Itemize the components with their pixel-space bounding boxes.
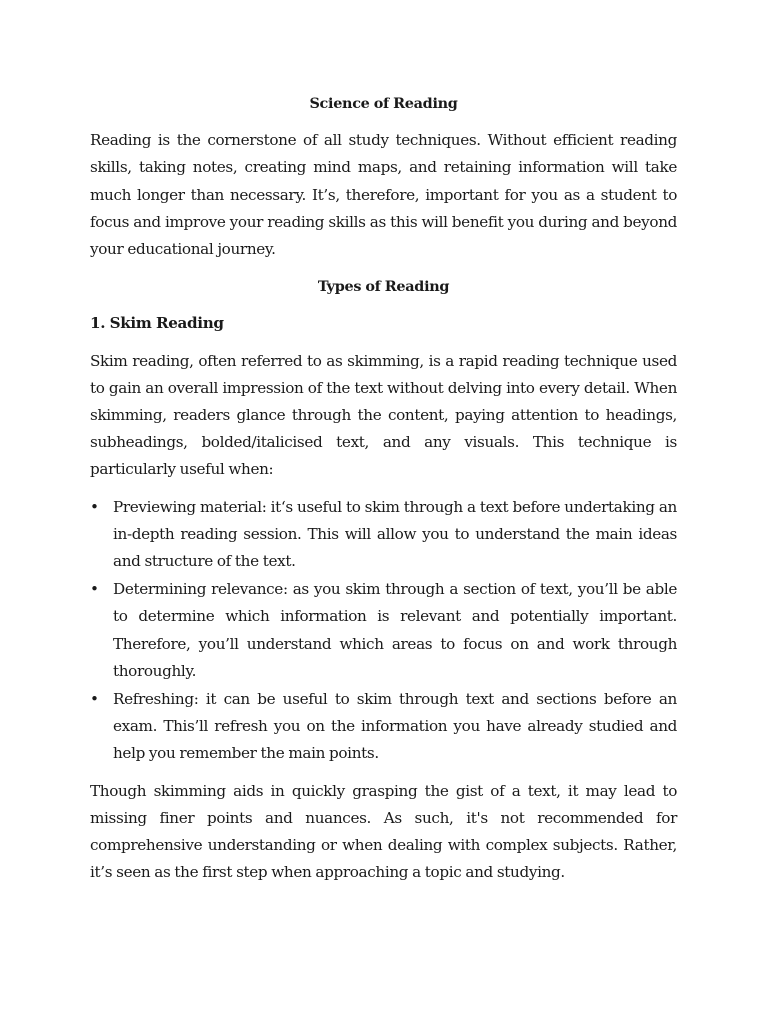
skim-reading-heading: 1. Skim Reading bbox=[90, 314, 224, 333]
skim-reading-paragraph: Skim reading, often referred to as skimming, is a rapid reading technique used to gain an overall impression of the text without delving into every detail. When skimming, readers glance through the content, paying attention to headings, subheadings, bolded/italicised text, and any visuals. This technique is particularly useful when: bbox=[90, 351, 677, 479]
bullet-icon: • bbox=[90, 580, 99, 599]
types-of-reading-heading: Types of Reading bbox=[317, 278, 450, 296]
list-item bbox=[90, 494, 677, 576]
bullet-icon: • bbox=[90, 690, 99, 709]
bullet-icon: • bbox=[90, 497, 99, 516]
bullet-list bbox=[90, 494, 677, 768]
conclusion-paragraph: Though skimming aids in quickly grasping the gist of a text, it may lead to missing finer points and nuances. As such, it's not recommended for comprehensive understanding or when dealing with complex subjects. Rather, it’s seen as the first step when approaching a topic and studying. bbox=[90, 781, 677, 882]
bullet-text-relevance: Determining relevance: as you skim through a section of text, you’ll be able to determine which information is relevant and potentially important. Therefore, you’ll understand which areas to focus on and work through thoroughly. bbox=[113, 580, 677, 680]
bullet-text-previewing: Previewing material: it‘s useful to skim through a text before undertaking an in-depth reading session. This will allow you to understand the main ideas and structure of the text. bbox=[113, 497, 677, 571]
list-item bbox=[90, 686, 677, 768]
document-title: Science of Reading bbox=[309, 95, 458, 112]
document-page bbox=[90, 90, 677, 896]
intro-paragraph: Reading is the cornerstone of all study techniques. Without efficient reading skills, taking notes, creating mind maps, and retaining information will take much longer than necessary. It’s, therefore, important for you as a student to focus and improve your reading skills as this will benefit you during and beyond your educational journey. bbox=[90, 131, 677, 259]
bullet-text-refreshing: Refreshing: it can be useful to skim through text and sections before an exam. This’ll refresh you on the information you have already studied and help you remember the main points. bbox=[113, 690, 677, 763]
list-item bbox=[90, 576, 677, 685]
